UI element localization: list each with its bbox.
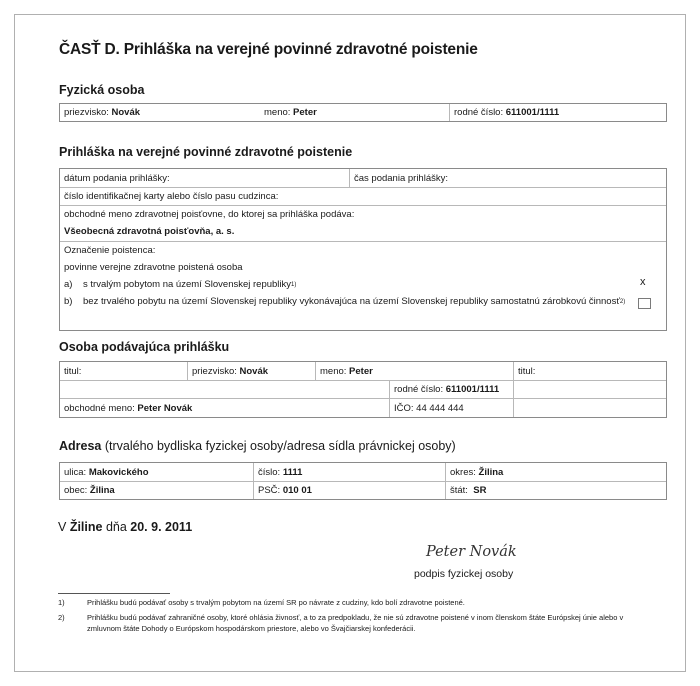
section-fyzicka-heading: Fyzická osoba [59, 83, 145, 97]
footnote-2-num: 2) [58, 613, 65, 622]
datum-cell[interactable] [60, 169, 350, 187]
date-value: 20. 9. 2011 [130, 520, 193, 534]
footnote-1-text: Prihlášku budú podávať osoby s trvalým pobytom na území SR po návrate z cudziny, kdo bolí zdravotne poistené. [87, 598, 465, 607]
osoba-titul-cell[interactable] [60, 362, 188, 380]
prihlaska-poistovna-row[interactable] [60, 205, 666, 241]
osoba-titul2-cell[interactable] [514, 362, 668, 380]
rc-label: rodné číslo: [454, 107, 504, 118]
povinne-label: povinne verejne zdravotne poistená osoba [64, 262, 243, 273]
fyzicka-row [60, 104, 666, 121]
fyzicka-box [59, 103, 667, 122]
option-a-sup: 1) [291, 281, 297, 288]
cislo-cell[interactable] [254, 463, 446, 481]
meno-value: Peter [349, 365, 373, 377]
prihlaska-oznacenie-row [60, 241, 666, 330]
place-value: Žiline [69, 520, 103, 534]
date-prefix: dňa [102, 520, 131, 534]
section-adresa-heading [59, 439, 456, 453]
prihlaska-karta-row[interactable] [60, 187, 666, 205]
option-a-text: s trvalým pobytom na území Slovenskej republiky [83, 279, 292, 290]
divider [513, 399, 514, 417]
cas-label: čas podania prihlášky: [354, 172, 448, 184]
option-b-sup: 2) [619, 298, 626, 305]
obch-value: Peter Novák [137, 402, 193, 414]
form-page [14, 14, 686, 672]
cas-cell[interactable] [350, 169, 668, 187]
psc-value: 010 01 [282, 485, 312, 496]
adresa-box [59, 462, 667, 500]
footnote-1-num: 1) [58, 598, 65, 607]
prihlaska-box [59, 168, 667, 331]
priezvisko-value: Novák [239, 365, 269, 377]
oznacenie-label: Označenie poistenca: [64, 245, 156, 256]
osoba-row-3 [60, 398, 666, 417]
option-b-letter: b) [64, 296, 73, 307]
psc-cell[interactable] [254, 482, 446, 499]
karta-label: číslo identifikačnej karty alebo číslo pasu cudzinca: [64, 191, 279, 202]
ulica-cell[interactable] [60, 463, 254, 481]
meno-value: Peter [293, 107, 317, 118]
obch-label: obchodné meno: [64, 402, 135, 414]
rc-value: 611001/1111 [445, 384, 500, 395]
fyzicka-rc-cell[interactable] [450, 104, 668, 121]
option-b [60, 293, 666, 310]
titul2-label: titul: [518, 365, 536, 377]
osoba-meno-cell[interactable] [316, 362, 516, 380]
adresa-row-2 [60, 481, 666, 499]
rc-value: 611001/1111 [505, 107, 560, 118]
osoba-priezvisko-cell[interactable] [188, 362, 316, 380]
adresa-heading-rest: (trvalého bydliska fyzickej osoby/adresa sídla právnickej osoby) [101, 439, 456, 453]
okres-cell[interactable] [446, 463, 668, 481]
footnote-2 [58, 613, 648, 634]
titul-label: titul: [64, 365, 82, 377]
obec-cell[interactable] [60, 482, 254, 499]
section-prihlaska-heading: Prihláška na verejné povinné zdravotné poistenie [59, 145, 353, 159]
priezvisko-label: priezvisko: [64, 107, 109, 118]
stat-value: SR [473, 485, 487, 496]
osoba-ico-cell[interactable] [390, 399, 514, 417]
footnote-2-text: Prihlášku budú podávať zahraničné osoby, ktoré ohlásia živnosť, a to za predpokladu, že nie sú zdravotne poistené v inom členskom štáte Európskej únie alebo v zmluvnom štáte Dohody o Európskom hospodárskom priestore, alebo vo Švajčiarskej konfederácii. [87, 613, 624, 633]
psc-label: PSČ: [258, 485, 281, 496]
osoba-box [59, 361, 667, 418]
stat-label: štát: [450, 485, 468, 496]
prihlaska-datum-row [60, 169, 666, 187]
poistovna-value: Všeobecná zdravotná poisťovňa, a. s. [64, 226, 235, 237]
cislo-value: 1111 [282, 466, 303, 478]
option-b-checkbox[interactable] [638, 298, 651, 309]
footnote-rule [58, 593, 170, 594]
section-osoba-heading: Osoba podávajúca prihlášku [59, 340, 230, 354]
osoba-obch-cell[interactable] [60, 399, 390, 417]
footnote-1 [58, 598, 648, 609]
option-a [60, 276, 666, 293]
obec-value: Žilina [89, 485, 115, 496]
adresa-heading-bold: Adresa [59, 439, 102, 453]
obec-label: obec: [64, 485, 88, 496]
osoba-row-2 [60, 380, 666, 398]
divider [513, 381, 514, 398]
rc-label: rodné číslo: [394, 384, 444, 395]
okres-value: Žilina [478, 466, 504, 478]
adresa-row-1 [60, 463, 666, 481]
option-b-text: bez trvalého pobytu na území Slovenskej republiky vykonávajúca na území Slovenskej republiky samostatnú zárobkovú činnosť [83, 296, 620, 307]
stat-cell[interactable] [446, 482, 668, 499]
priezvisko-label: priezvisko: [192, 365, 237, 377]
fyzicka-priezvisko-cell[interactable] [60, 104, 260, 121]
poistovna-label: obchodné meno zdravotnej poisťovne, do ktorej sa prihláška podáva: [64, 209, 355, 220]
osoba-row-1 [60, 362, 666, 380]
okres-label: okres: [450, 466, 476, 478]
meno-label: meno: [320, 365, 347, 377]
signature-label: podpis fyzickej osoby [414, 568, 514, 580]
place-date [58, 520, 192, 534]
ico-label: IČO: [394, 402, 414, 414]
ulica-value: Makovického [88, 466, 149, 478]
signature: Peter Novák [426, 544, 517, 560]
datum-label: dátum podania prihlášky: [64, 172, 170, 184]
ulica-label: ulica: [64, 466, 87, 478]
fyzicka-meno-cell[interactable] [260, 104, 450, 121]
osoba-rc-cell[interactable] [390, 381, 514, 398]
priezvisko-value: Novák [111, 107, 141, 118]
meno-label: meno: [264, 107, 291, 118]
option-a-checkmark[interactable]: x [640, 276, 646, 288]
page-title: ČASŤ D. Prihláška na verejné povinné zdravotné poistenie [59, 41, 478, 58]
cislo-label: číslo: [258, 466, 281, 478]
place-prefix: V [58, 520, 70, 534]
ico-value: 44 444 444 [416, 402, 464, 414]
option-a-letter: a) [64, 279, 73, 290]
